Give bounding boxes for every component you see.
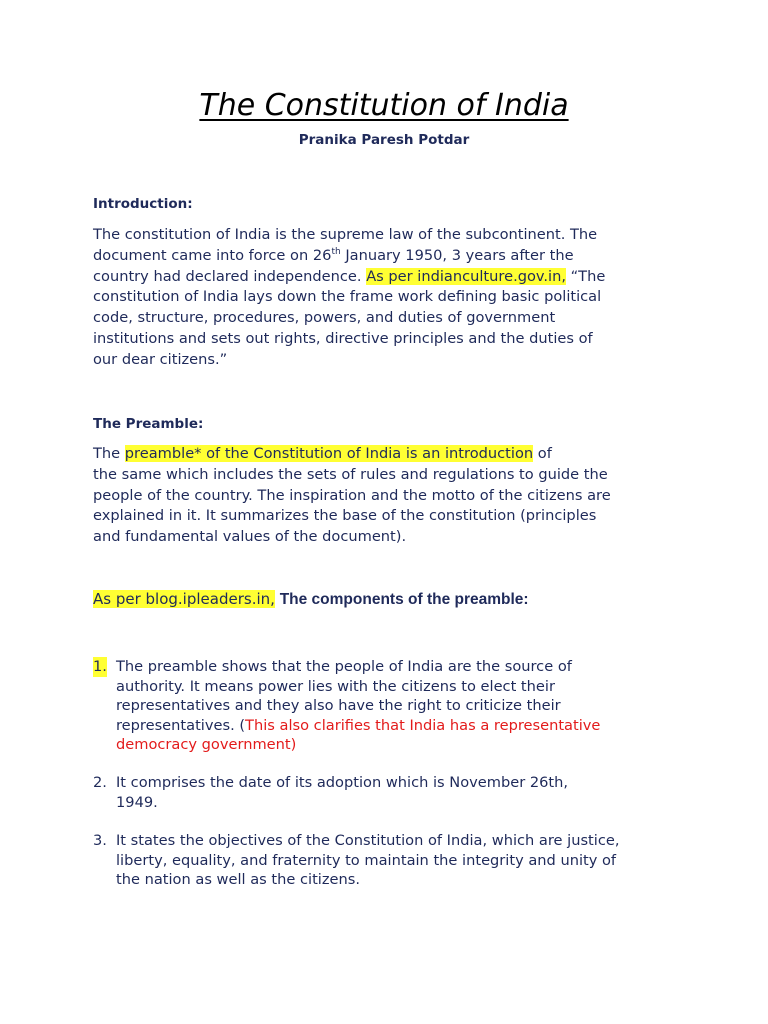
emphasis-text: democracy government) bbox=[116, 736, 297, 753]
intro-line: constitution of India lays down the frame work defining basic political bbox=[93, 288, 602, 306]
preamble-line: and fundamental values of the document). bbox=[93, 528, 407, 546]
emphasis-text: This also clarifies that India has a representative bbox=[245, 716, 601, 734]
intro-line: code, structure, procedures, powers, and duties of government bbox=[93, 309, 556, 327]
source-highlight: As per indianculture.gov.in, bbox=[366, 267, 566, 285]
components-heading bbox=[93, 590, 529, 609]
components-title: The components of the preamble: bbox=[279, 591, 529, 608]
introduction-heading: Introduction: bbox=[93, 196, 193, 212]
list-number: 3. bbox=[93, 832, 107, 849]
preamble-line: the same which includes the sets of rules and regulations to guide the bbox=[93, 465, 608, 483]
intro-line: our dear citizens.” bbox=[93, 350, 228, 368]
preamble-heading: The Preamble: bbox=[93, 416, 204, 432]
intro-line: institutions and sets out rights, directive principles and the duties of bbox=[93, 329, 593, 347]
list-number: 2. bbox=[93, 774, 107, 791]
ordinal-superscript: th bbox=[331, 246, 341, 257]
author-name: Pranika Paresh Potdar bbox=[298, 132, 470, 148]
preamble-highlight: preamble* of the Constitution of India is an introduction bbox=[124, 445, 534, 462]
preamble-paragraph bbox=[93, 444, 683, 548]
introduction-paragraph bbox=[93, 225, 683, 371]
list-item: 2. It comprises the date of its adoption which is November 26th, 1949. bbox=[93, 774, 569, 811]
intro-line: The constitution of India is the supreme law of the subcontinent. The bbox=[93, 226, 598, 243]
list-item: 3. It states the objectives of the Constitution of India, which are justice, liberty, equality, and fraternity to maintain the integrity and unity of the nation as well as the citizens. bbox=[93, 832, 620, 888]
list-number: 1. bbox=[93, 658, 107, 675]
preamble-line: people of the country. The inspiration and the motto of the citizens are bbox=[93, 486, 611, 504]
preamble-line: explained in it. It summarizes the base of the constitution (principles bbox=[93, 507, 597, 525]
intro-line: country had declared independence. As per indianculture.gov.in, “The bbox=[93, 267, 606, 285]
source-highlight: As per blog.ipleaders.in, bbox=[93, 590, 275, 608]
document-title: The Constitution of India bbox=[199, 88, 569, 123]
intro-line: document came into force on 26th January 1950, 3 years after the bbox=[93, 246, 574, 264]
preamble-line: The preamble* of the Constitution of India is an introduction of bbox=[93, 445, 552, 462]
list-item: 1. The preamble shows that the people of India are the source of authority. It means power lies with the citizens to elect their representatives and they also have the right to criticize their representatives. (This also clarifies that India has a representative democracy government) bbox=[93, 657, 693, 755]
